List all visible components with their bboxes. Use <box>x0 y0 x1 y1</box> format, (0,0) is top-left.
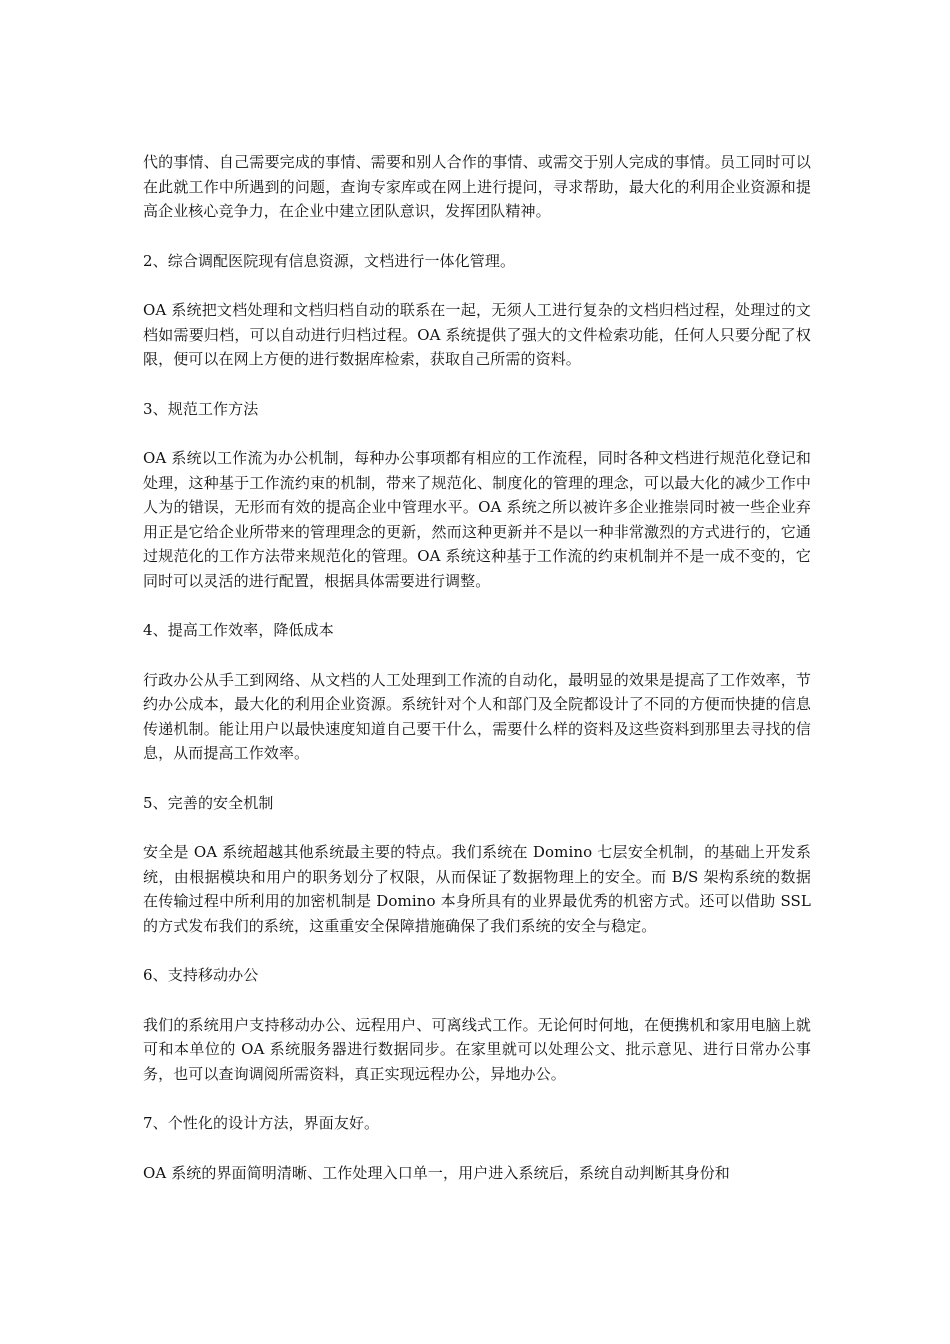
document-body <box>143 150 811 1210</box>
section-heading-5: 5、完善的安全机制 <box>143 793 274 812</box>
paragraph-workflow-standardization: OA 系统以工作流为办公机制，每种办公事项都有相应的工作流程，同时各种文档进行规范化登记和处理，这种基于工作流约束的机制，带来了规范化、制度化的管理的理念，可以最大化的减少工作中人为的错误，无形而有效的提高企业中管理水平。OA 系统之所以被许多企业推崇同时被一些企业弃用正是它给企业所带来的管理理念的更新，然而这种更新并不是以一种非常激烈的方式进行的，它通过规范化的工作方法带来规范化的管理。OA 系统这种基于工作流的约束机制并不是一成不变的，它同时可以灵活的进行配置，根据具体需要进行调整。 <box>143 449 811 590</box>
section-heading-7: 7、个性化的设计方法，界面友好。 <box>143 1114 380 1132</box>
section-heading-4: 4、提高工作效率，降低成本 <box>143 621 334 639</box>
paragraph-team-collaboration: 代的事情、自己需要完成的事情、需要和别人合作的事情、或需交于别人完成的事情。员工同时可以在此就工作中所遇到的问题，查询专家库或在网上进行提问，寻求帮助，最大化的利用企业资源和提高企业核心竞争力，在企业中建立团队意识，发挥团队精神。 <box>143 153 811 220</box>
paragraph-security: 安全是 OA 系统超越其他系统最主要的特点。我们系统在 Domino 七层安全机制，的基础上开发系统，由根据模块和用户的职务划分了权限，从而保证了数据物理上的安全。而 B/S 架构系统的数据在传输过程中所利用的加密机制是 Domino 本身所具有的业界最优秀的机密方式。还可以借助 SSL 的方式发布我们的系统，这重重安全保障措施确保了我们系统的安全与稳定。 <box>143 843 811 935</box>
paragraph-efficiency: 行政办公从手工到网络、从文档的人工处理到工作流的自动化，最明显的效果是提高了工作效率，节约办公成本，最大化的利用企业资源。系统针对个人和部门及全院都设计了不同的方便而快捷的信息传递机制。能让用户以最快速度知道自己要干什么，需要什么样的资料及这些资料到那里去寻找的信息，从而提高工作效率。 <box>143 670 811 762</box>
section-heading-6: 6、支持移动办公 <box>143 966 259 984</box>
paragraph-mobile-office: 我们的系统用户支持移动办公、远程用户、可离线式工作。无论何时何地，在便携机和家用电脑上就可和本单位的 OA 系统服务器进行数据同步。在家里就可以处理公文、批示意见、进行日常办公事务，也可以查询调阅所需资料，真正实现远程办公，异地办公。 <box>143 1015 811 1083</box>
paragraph-document-archiving: OA 系统把文档处理和文档归档自动的联系在一起，无须人工进行复杂的文档归档过程，处理过的文档如需要归档，可以自动进行归档过程。OA 系统提供了强大的文件检索功能，任何人只要分配了权限，便可以在网上方便的进行数据库检索，获取自己所需的资料。 <box>143 301 811 368</box>
paragraph-interface-design: OA 系统的界面简明清晰、工作处理入口单一，用户进入系统后，系统自动判断其身份和 <box>143 1163 730 1182</box>
section-heading-2: 2、综合调配医院现有信息资源，文档进行一体化管理。 <box>143 251 516 270</box>
section-heading-3: 3、规范工作方法 <box>143 399 259 418</box>
